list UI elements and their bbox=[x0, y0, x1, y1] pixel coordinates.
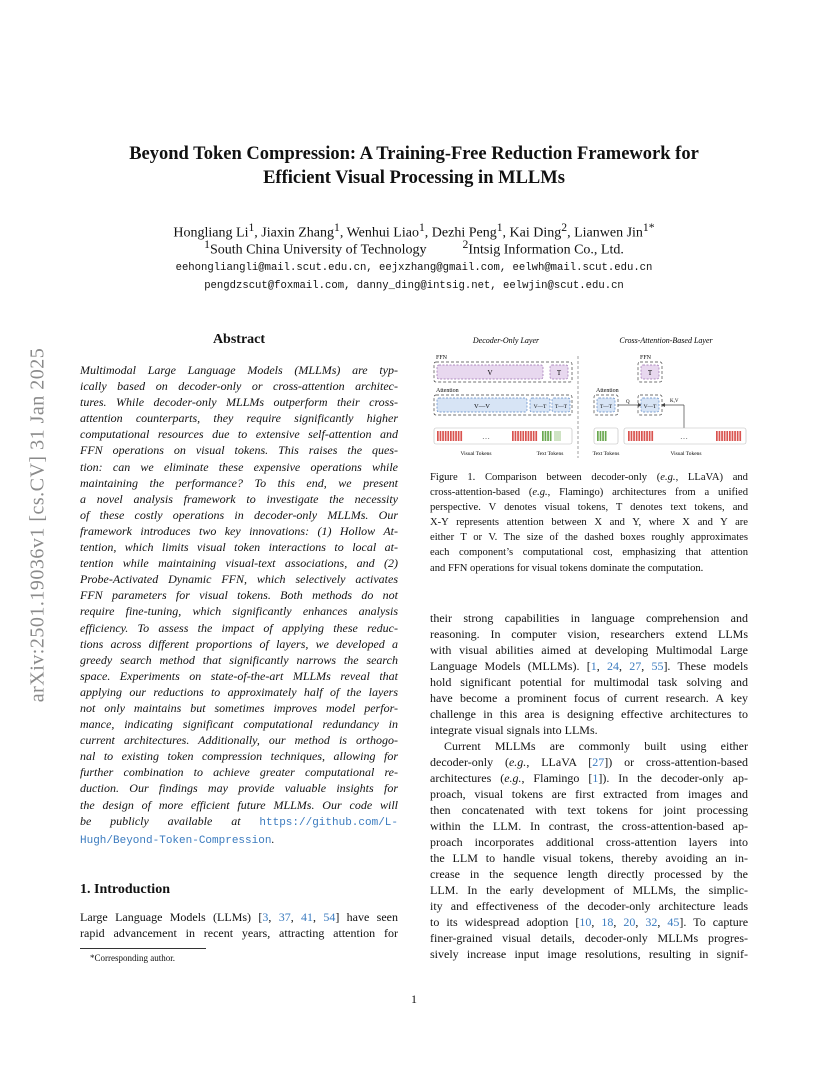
fig-right-kv-label: K,V bbox=[670, 399, 679, 404]
body-line: have become a prominent focus of current research. A key bbox=[430, 691, 748, 705]
body-line: then concatenated with text tokens for joint processing bbox=[430, 803, 748, 817]
author-name: Dezhi Peng bbox=[431, 225, 497, 241]
author-name: Kai Ding bbox=[509, 225, 562, 241]
visual-token bbox=[651, 431, 653, 441]
email-line-2: pengdzscut@foxmail.com, danny_ding@intsig.net, eelwjin@scut.edu.cn bbox=[204, 280, 624, 292]
abstract-line: efficiency. To assess the impact of applying these reduc- bbox=[80, 620, 398, 635]
fig-left-text-tokens bbox=[542, 431, 561, 441]
visual-token bbox=[716, 431, 718, 441]
fig-right-visual-label: Visual Tokens bbox=[670, 451, 702, 457]
fig-left-visual-tokens bbox=[437, 431, 462, 441]
abstract-line: space. Experiments on state-of-the-art MLLMs reveal that bbox=[80, 668, 398, 683]
visual-token bbox=[522, 431, 524, 441]
fig-right-text-tokens bbox=[597, 431, 607, 441]
fig-right-tt-label: T—T bbox=[599, 404, 613, 410]
fig-right-ffn-t: T bbox=[647, 369, 653, 377]
body-line: integrate visual signals into LLMs. bbox=[430, 723, 598, 737]
visual-token bbox=[649, 431, 651, 441]
abstract-body: Multimodal Large Language Models (MLLMs) are typ- ically based on decoder-only or cross-attention architec- tures. While decoder-only MLLMs outperform their cross- attention counterparts, they require significantly higher computational resources due to extensive self-attention and FFN operations on visual tokens. This raises the ques- tion: can we eliminate these expensive operations while maintaining the performance? To this end, we present a novel analysis framework to investigate the necessity of these costly operations in decoder-only MLLMs. Our framework introduces two key innovations: (1) Hollow At- tention, which limits visual token interactions to local at- tention while maintaining visual-text associations, and (2) Probe-Activated Dynamic FFN, which selectively activates FFN parameters for visual tokens. Both methods do not require fine-tuning, which significantly enhances analysis efficiency. To assess the impact of applying these reduc- tions across different proportions of layers, we developed a greedy search method that significantly narrows the search space. Experiments on state-of-the-art MLLMs reveal that applying our reductions to approximately half of the layers not only maintains but sometimes improves model perfor- mance, indicating significant computational redundancy in current architectures. Additionally, our method is orthogo- nal to existing token compression techniques, allowing for further combination to achieve greater computational re- duction. Our findings may provide valuable insights for the design of more efficient future MLLMs. Our code will be publicly available at https://github.com/L- Hugh/Beyond-Token-Compression. bbox=[80, 363, 399, 847]
code-link[interactable]: https://github.com/L- bbox=[259, 816, 399, 829]
fig-left-vv-label: V—V bbox=[474, 403, 490, 410]
abstract-line: a novel analysis framework to investigate the necessity bbox=[80, 491, 398, 506]
visual-token bbox=[528, 431, 530, 441]
abstract-line: Probe-Activated Dynamic FFN, which selectively activates bbox=[80, 572, 398, 587]
author-affil-marker: 2 bbox=[561, 221, 568, 234]
visual-token bbox=[520, 431, 522, 441]
abstract-line: not only maintains but sometimes improves model perfor- bbox=[80, 700, 398, 715]
visual-token bbox=[453, 431, 455, 441]
body-line: hold significant potential for multimodal task solving and bbox=[430, 675, 748, 689]
author-affil-marker: 1 bbox=[418, 221, 425, 234]
visual-token bbox=[726, 431, 728, 441]
body-line: their strong capabilities in language comprehension and bbox=[430, 611, 748, 625]
fig-right-title: Cross-Attention-Based Layer bbox=[619, 336, 713, 345]
abstract-line: ically based on decoder-only or cross-attention architec- bbox=[80, 379, 398, 394]
fig-right-text-label: Text Tokens bbox=[592, 451, 620, 457]
visual-token bbox=[628, 431, 630, 441]
fig-right-kv-arrowhead bbox=[661, 403, 665, 407]
visual-token bbox=[437, 431, 439, 441]
visual-token bbox=[644, 431, 646, 441]
visual-token bbox=[721, 431, 723, 441]
fig-right-visual-tokens-2 bbox=[716, 431, 741, 441]
body-line: within the LLM. In contrast, the cross-attention-based ap- bbox=[430, 819, 748, 833]
visual-token bbox=[719, 431, 721, 441]
abstract-line: of these costly operations in decoder-only MLLMs. Our bbox=[80, 507, 398, 522]
text-token bbox=[554, 431, 561, 441]
visual-token bbox=[530, 431, 532, 441]
email-line-1: eehongliangli@mail.scut.edu.cn, eejxzhang@gmail.com, eelwh@mail.scut.edu.cn bbox=[175, 262, 653, 274]
visual-token bbox=[646, 431, 648, 441]
visual-token bbox=[460, 431, 462, 441]
visual-token bbox=[638, 431, 640, 441]
body-line: Language Models (MLLMs). [1, 24, 27, 55]. These models bbox=[430, 659, 749, 673]
abstract-line: mance, indicating significant computational redundancy in bbox=[80, 717, 398, 732]
abstract-line: applying our reductions to approximately half of the layers bbox=[80, 684, 398, 699]
visual-token bbox=[512, 431, 514, 441]
author-name: Lianwen Jin bbox=[574, 225, 643, 241]
section-heading-introduction: 1. Introduction bbox=[80, 882, 170, 897]
fig-left-ffn-v: V bbox=[487, 369, 493, 377]
page-number: 1 bbox=[411, 992, 417, 1006]
author-affil-marker: 1 bbox=[334, 221, 340, 234]
fig-left-ellipsis: … bbox=[482, 432, 490, 441]
right-column-text bbox=[430, 610, 748, 962]
fig-right-ffn-label: FFN bbox=[640, 355, 652, 361]
abstract-line: tures. While decoder-only MLLMs outperform their cross- bbox=[80, 395, 398, 410]
text-token bbox=[550, 431, 552, 441]
visual-token bbox=[525, 431, 527, 441]
visual-token bbox=[737, 431, 739, 441]
author-affil-marker: 1 bbox=[496, 221, 503, 234]
visual-token bbox=[455, 431, 457, 441]
body-line: proach, visual tokens are first extracted from images and bbox=[430, 787, 748, 801]
fig-left-visual-tokens-2 bbox=[512, 431, 537, 441]
fig-left-vt-label: V—T bbox=[533, 404, 547, 410]
visual-token bbox=[633, 431, 635, 441]
visual-token bbox=[442, 431, 444, 441]
author-name: Hongliang Li bbox=[173, 225, 249, 241]
body-line: proach incorporates additional cross-attention layers into bbox=[430, 835, 748, 849]
author-list: Hongliang Li$^1$, Jiaxin Zhang$^1$, Wenhui Liao$^1$, Dezhi Peng$^1$, Kai Ding$^2$, Lianwen Jin$^{1*}$ bbox=[173, 221, 655, 241]
paper-title: Beyond Token Compression: A Training-Free Reduction Framework for Efficient Visual Processing in MLLMs bbox=[129, 144, 699, 188]
visual-token bbox=[445, 431, 447, 441]
body-line: to its widespread adoption [10, 18, 20, 32, 45]. To capture bbox=[430, 915, 749, 929]
body-line: the LLM to handle visual tokens, thereby avoiding an in- bbox=[430, 851, 748, 865]
text-token bbox=[542, 431, 544, 441]
fig-left-attn-label: Attention bbox=[436, 388, 459, 394]
fig-right-q-label: Q bbox=[626, 400, 630, 405]
visual-token bbox=[739, 431, 741, 441]
fig-left-visual-label: Visual Tokens bbox=[460, 451, 492, 457]
abstract-heading: Abstract bbox=[212, 332, 266, 347]
abstract-line: current architectures. Additionally, our method is orthogo- bbox=[80, 733, 398, 748]
body-line: reasoning. In computer vision, researchers extend LLMs bbox=[430, 627, 748, 641]
visual-token bbox=[515, 431, 517, 441]
body-line: with visual abilities aimed at developing Multimodal Large bbox=[430, 643, 748, 657]
visual-token bbox=[631, 431, 633, 441]
visual-token bbox=[447, 431, 449, 441]
body-line: architectures (e.g., Flamingo [1]). In the decoder-only ap- bbox=[430, 771, 748, 785]
fig-right-ellipsis: … bbox=[680, 432, 688, 441]
fig-left-tt-label: T—T bbox=[554, 404, 568, 410]
fig-left-ffn-t: T bbox=[556, 369, 562, 377]
abstract-line: tions across different proportions of layers, we developed a bbox=[80, 636, 398, 651]
body-line: Current MLLMs are commonly built using either bbox=[444, 739, 748, 753]
abstract-line: computational resources due to extensive self-attention and bbox=[80, 427, 398, 442]
fig-left-title: Decoder-Only Layer bbox=[472, 336, 540, 345]
fig-left-ffn-label: FFN bbox=[436, 355, 448, 361]
body-line: ity and effectiveness of the decoder-only architecture leads bbox=[430, 899, 748, 913]
body-line: decoder-only (e.g., LLaVA [27]) or cross-attention-based bbox=[430, 755, 749, 769]
author-name: Wenhui Liao bbox=[346, 225, 419, 241]
text-token bbox=[547, 431, 549, 441]
author-name: Jiaxin Zhang bbox=[261, 225, 335, 241]
footnote-rule bbox=[80, 948, 206, 949]
arxiv-stamp: arXiv:2501.19036v1 [cs.CV] 31 Jan 2025 bbox=[26, 347, 49, 703]
visual-token bbox=[517, 431, 519, 441]
affiliations: $^1$South China University of Technology $^2$Intsig Information Co., Ltd. bbox=[204, 238, 624, 258]
abstract-line: attention counterparts, they require significantly higher bbox=[80, 411, 398, 426]
text-token bbox=[605, 431, 607, 441]
author-affil-marker: 1* bbox=[642, 221, 655, 234]
body-line: challenge in this area is designing effective architectures to bbox=[430, 707, 748, 721]
body-line: finer-grained visual details, decoder-only MLLMs progres- bbox=[430, 931, 748, 945]
visual-token bbox=[641, 431, 643, 441]
body-line: crease in the sequence length directly processed by the bbox=[430, 867, 748, 881]
code-link-cont[interactable]: Hugh/Beyond-Token-Compression bbox=[80, 834, 272, 847]
abstract-line: duction. Our findings may provide valuable insights for bbox=[80, 781, 398, 796]
abstract-line: tention, which limits visual token interactions to local at- bbox=[80, 540, 398, 555]
text-token bbox=[600, 431, 602, 441]
abstract-line: tion: can we eliminate these expensive operations while bbox=[80, 459, 398, 474]
abstract-line: further combination to achieve greater computational re- bbox=[80, 765, 398, 780]
abstract-line: the design of more efficient future MLLMs. Our code will bbox=[80, 797, 398, 812]
abstract-line: framework introduces two key innovations: (1) Hollow At- bbox=[80, 523, 398, 538]
footnote: *Corresponding author. bbox=[90, 953, 175, 963]
fig-right-attn-label: Attention bbox=[596, 388, 619, 394]
visual-token bbox=[533, 431, 535, 441]
visual-token bbox=[734, 431, 736, 441]
visual-token bbox=[458, 431, 460, 441]
fig-right-vt-label: V—T bbox=[643, 404, 657, 410]
abstract-line: nal to existing token compression techniques, allowing for bbox=[80, 749, 398, 764]
figure-1-diagram bbox=[430, 332, 748, 460]
visual-token bbox=[729, 431, 731, 441]
fig-left-text-label: Text Tokens bbox=[536, 451, 564, 457]
text-token bbox=[545, 431, 547, 441]
abstract-line: FFN operations on visual tokens. This raises the ques- bbox=[80, 443, 398, 458]
fig-right-visual-tokens bbox=[628, 431, 653, 441]
abstract-line: require fine-tuning, which significantly enhances analysis bbox=[80, 604, 398, 619]
body-line: sively increase input image resolutions, resulting in signif- bbox=[430, 947, 748, 961]
figure-1-caption: Figure 1. Comparison between decoder-only (e.g., LLaVA) and cross-attention-based (e.g., Flamingo) architectures from a unified perspective. V denotes visual tokens, T denotes text tokens, and X-Y represents attention between X and Y, where X and Y are either T or V. The size of the dashed boxes roughly approximates each component’s computational cost, emphasizing that attention and FFN operations for visual tokens dominate the computation. bbox=[430, 472, 748, 574]
visual-token bbox=[732, 431, 734, 441]
text-token bbox=[597, 431, 599, 441]
visual-token bbox=[535, 431, 537, 441]
body-line: LLM. In the early development of MLLMs, the simplic- bbox=[430, 883, 748, 897]
abstract-line: Multimodal Large Language Models (MLLMs) are typ- bbox=[80, 363, 398, 377]
abstract-line: maintaining the performance? To this end, we present bbox=[80, 475, 398, 490]
visual-token bbox=[450, 431, 452, 441]
intro-text: Large Language Models (LLMs) [3, 37, 41, 54] have seen rapid advancement in recent years, attracting attention for bbox=[80, 910, 398, 940]
visual-token bbox=[636, 431, 638, 441]
author-affil-marker: 1 bbox=[248, 221, 255, 234]
abstract-line: tention while maintaining visual-text associations, and (2) bbox=[80, 556, 398, 571]
visual-token bbox=[724, 431, 726, 441]
visual-token bbox=[440, 431, 442, 441]
abstract-line: FFN parameters for visual tokens. Both methods do not bbox=[80, 588, 398, 603]
text-token bbox=[602, 431, 604, 441]
abstract-line: greedy search method that significantly narrows the search bbox=[80, 652, 398, 667]
